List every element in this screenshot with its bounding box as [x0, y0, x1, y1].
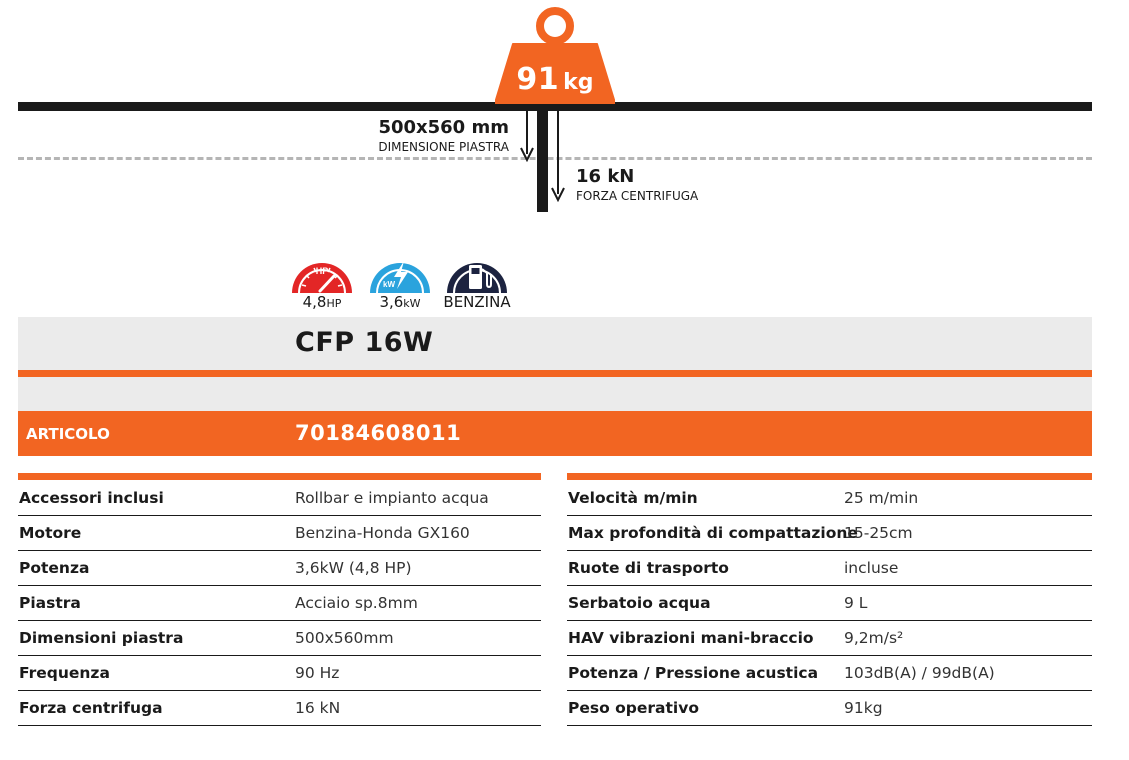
table-row [18, 516, 541, 551]
force-label: FORZA CENTRIFUGA [576, 189, 699, 203]
table-row [567, 656, 1092, 691]
table-row [18, 621, 541, 656]
hp-caption [282, 293, 362, 311]
compactor-pillar [537, 100, 548, 212]
spec-table-right [567, 481, 1092, 726]
weight-value: 91 [516, 62, 560, 97]
spec-value: 91kg [844, 699, 883, 717]
model-title: CFP 16W [295, 327, 434, 358]
spec-label: Potenza [19, 559, 90, 577]
plate-arrow-icon [519, 110, 535, 162]
table-row [567, 516, 1092, 551]
article-number: 70184608011 [295, 421, 462, 445]
spec-value: 500x560mm [295, 629, 394, 647]
article-band [18, 411, 1092, 456]
spec-value: 9,2m/s² [844, 629, 904, 647]
spec-label: Peso operativo [568, 699, 699, 717]
hp-badge: HP [315, 266, 329, 276]
table-row [567, 481, 1092, 516]
force-arrow-icon [550, 110, 566, 202]
spec-label: HAV vibrazioni mani-braccio [568, 629, 814, 647]
weight-unit: kg [563, 70, 594, 95]
spec-value: 25 m/min [844, 489, 919, 507]
plate-dimension-value: 500x560 mm [378, 117, 509, 138]
spacer-band [18, 377, 1092, 411]
kw-badge: kW [383, 280, 395, 289]
spec-label: Accessori inclusi [19, 489, 164, 507]
plate-dimension-label: DIMENSIONE PIASTRA [378, 140, 509, 154]
right-table-header-bar [567, 473, 1092, 480]
spec-label: Velocità m/min [568, 489, 698, 507]
spec-value: 90 Hz [295, 664, 340, 682]
table-row [18, 586, 541, 621]
spec-label: Max profondità di compattazione [568, 524, 858, 542]
hp-caption-value: 4,8 [302, 293, 327, 311]
spec-value: 15-25cm [844, 524, 913, 542]
table-row [567, 691, 1092, 726]
model-band [18, 317, 1092, 370]
spec-value: Acciaio sp.8mm [295, 594, 418, 612]
table-row [18, 481, 541, 516]
table-row [18, 551, 541, 586]
table-row [567, 621, 1092, 656]
spec-label: Ruote di trasporto [568, 559, 729, 577]
spec-value: 9 L [844, 594, 868, 612]
hp-caption-unit: HP [326, 297, 342, 310]
force-value: 16 kN [576, 166, 635, 187]
spec-label: Motore [19, 524, 82, 542]
weight-label [495, 62, 615, 97]
spec-label: Piastra [19, 594, 81, 612]
accent-divider [18, 370, 1092, 377]
table-row [567, 586, 1092, 621]
spec-label: Serbatoio acqua [568, 594, 711, 612]
weight-badge [495, 6, 615, 106]
table-row [18, 691, 541, 726]
kw-caption-unit: kW [403, 297, 421, 310]
article-label: ARTICOLO [26, 425, 110, 443]
kw-caption [360, 293, 440, 311]
hp-gauge-icon [290, 247, 354, 295]
spec-label: Frequenza [19, 664, 110, 682]
spec-label: Potenza / Pressione acustica [568, 664, 819, 682]
table-row [18, 656, 541, 691]
kw-lightning-icon [368, 247, 432, 295]
spec-label: Forza centrifuga [19, 699, 163, 717]
spec-value: Benzina-Honda GX160 [295, 524, 470, 542]
spec-value: 3,6kW (4,8 HP) [295, 559, 412, 577]
spec-value: 103dB(A) / 99dB(A) [844, 664, 995, 682]
spec-table-left [18, 481, 541, 726]
fuel-caption: BENZINA [443, 293, 511, 311]
kw-caption-value: 3,6 [379, 293, 404, 311]
spec-value: Rollbar e impianto acqua [295, 489, 489, 507]
spec-value: incluse [844, 559, 899, 577]
spec-label: Dimensioni piastra [19, 629, 184, 647]
fuel-pump-icon [445, 247, 509, 295]
left-table-header-bar [18, 473, 541, 480]
table-row [567, 551, 1092, 586]
spec-value: 16 kN [295, 699, 341, 717]
